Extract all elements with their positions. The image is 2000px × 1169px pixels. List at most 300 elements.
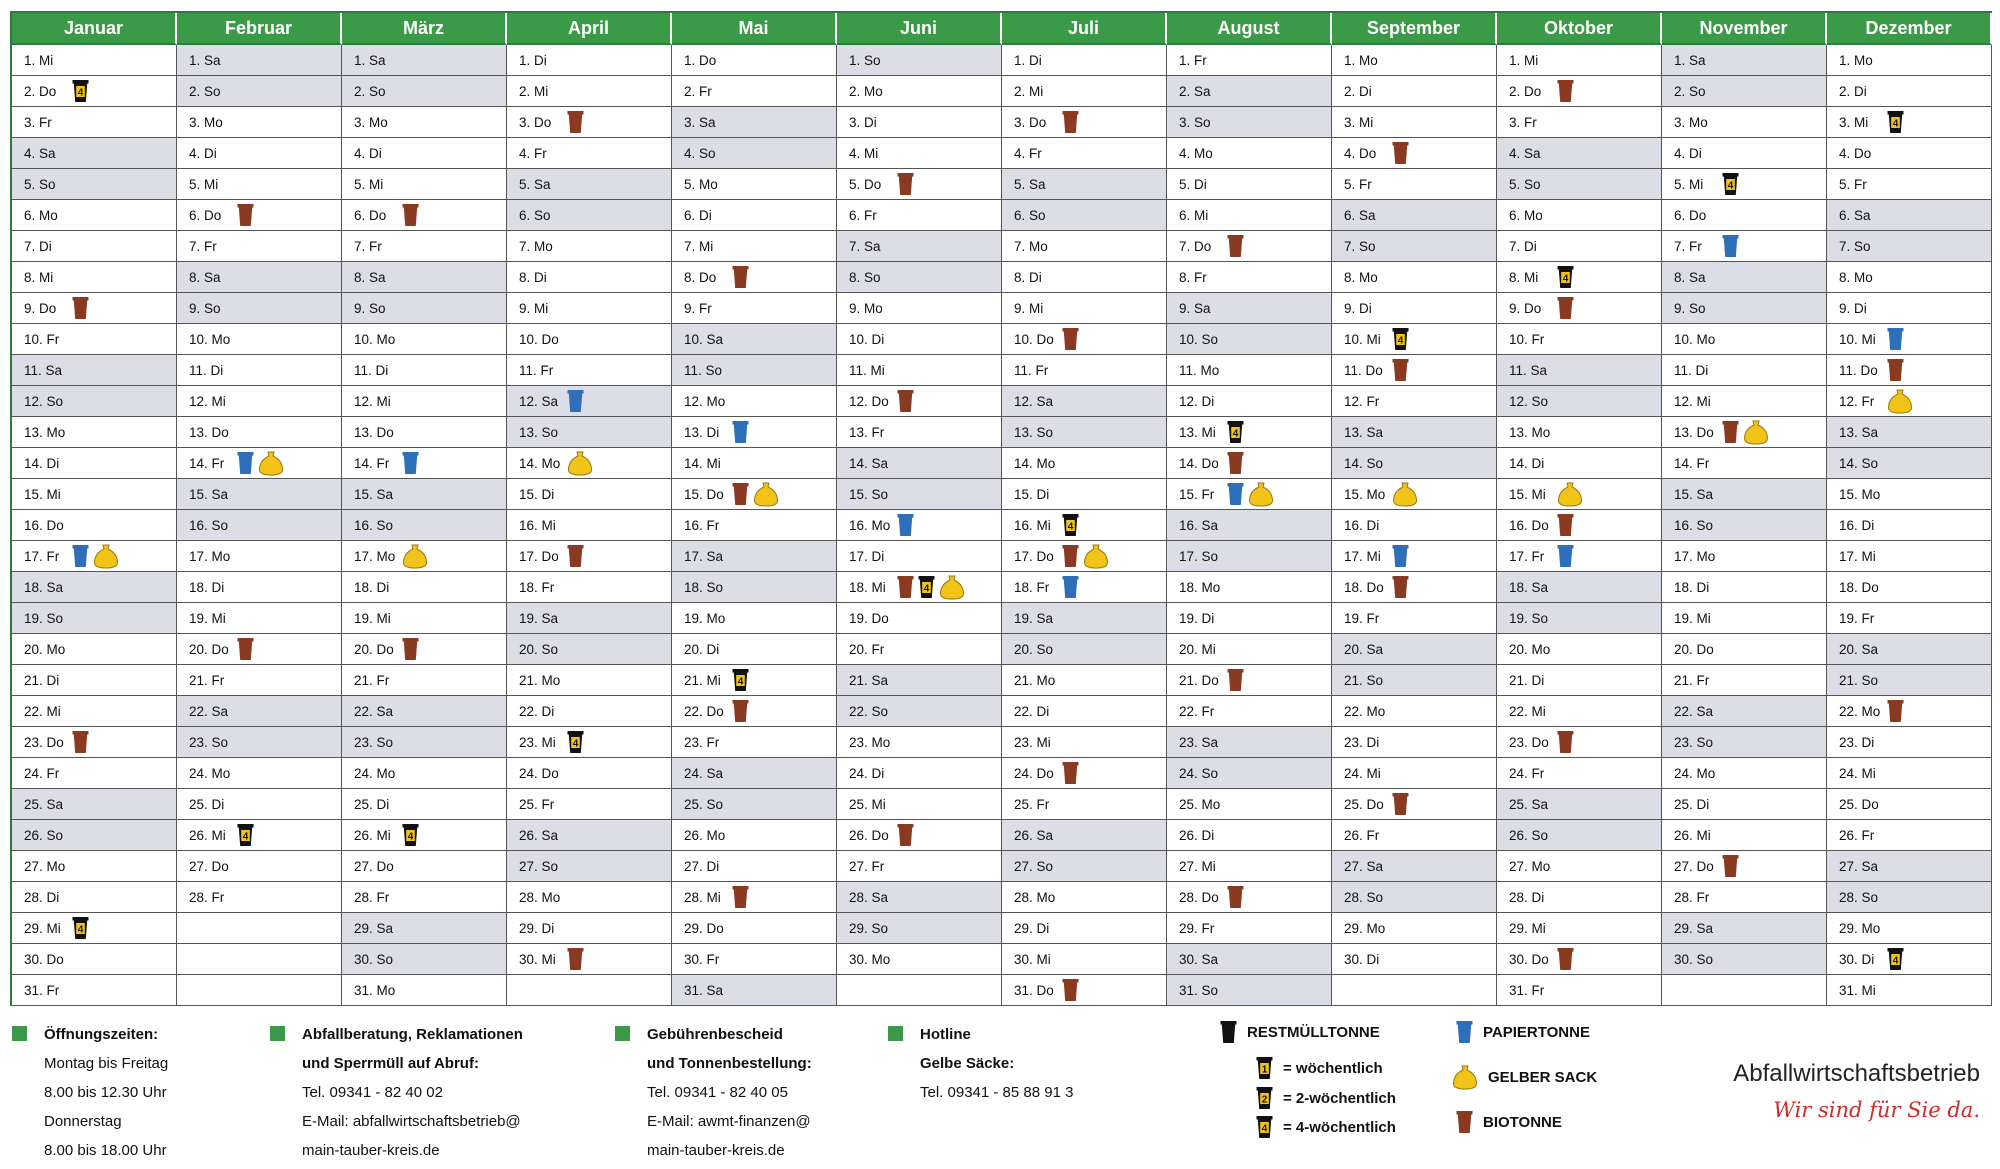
day-label: 5. Mo	[684, 176, 718, 192]
day-label: 11. Mi	[849, 362, 885, 378]
day-cell	[1497, 386, 1662, 417]
day-cell	[837, 293, 1002, 324]
day-label: 24. Mi	[1839, 765, 1876, 781]
day-label: 27. Do	[354, 858, 394, 874]
day-label: 20. Mi	[1179, 641, 1216, 657]
day-label: 12. Mo	[684, 393, 726, 409]
month-header-11: November	[1662, 13, 1827, 45]
abfallberatung-title: Abfallberatung, Reklamationen	[302, 1026, 523, 1043]
day-label: 14. Di	[1509, 455, 1545, 471]
day-cell	[1167, 758, 1332, 789]
day-label: 13. Mo	[24, 424, 66, 440]
bio-bin-icon	[897, 575, 914, 599]
svg-text:4: 4	[77, 924, 84, 936]
day-label: 1. Mi	[24, 52, 54, 68]
day-cell	[12, 510, 177, 541]
day-cell	[837, 789, 1002, 820]
bio-bin-icon	[1557, 947, 1574, 971]
day-label: 26. Mo	[684, 827, 726, 843]
day-label: 28. So	[1344, 889, 1384, 905]
day-cell	[1332, 913, 1497, 944]
day-cell	[1167, 107, 1332, 138]
papier-bin-icon	[1456, 1020, 1473, 1044]
restmuell-bin-4-icon	[1392, 327, 1409, 351]
day-cell	[177, 665, 342, 696]
day-cell	[1497, 975, 1662, 1006]
gelber-sack-icon	[258, 451, 284, 476]
day-cell	[1002, 851, 1167, 882]
day-cell	[1662, 76, 1827, 107]
day-label: 21. Fr	[1674, 672, 1710, 688]
day-cell	[177, 572, 342, 603]
svg-text:4: 4	[77, 87, 84, 99]
day-cell	[837, 634, 1002, 665]
day-label: 8. Mo	[1839, 269, 1873, 285]
day-label: 13. Mi	[1179, 424, 1216, 440]
day-label: 10. Mo	[189, 331, 231, 347]
day-label: 23. Di	[1344, 734, 1380, 750]
papier-bin-icon	[1392, 544, 1409, 568]
day-label: 28. Mo	[1014, 889, 1056, 905]
day-label: 3. Mo	[1674, 114, 1708, 130]
day-label: 22. Mo	[1344, 703, 1386, 719]
day-cell	[177, 510, 342, 541]
bio-bin-icon	[1557, 730, 1574, 754]
day-cell	[672, 386, 837, 417]
day-cell	[507, 634, 672, 665]
day-cell	[177, 76, 342, 107]
day-label: 17. Mo	[1674, 548, 1716, 564]
day-cell	[1497, 820, 1662, 851]
day-cell	[1167, 665, 1332, 696]
day-cell	[342, 138, 507, 169]
day-label: 22. Sa	[1674, 703, 1714, 719]
day-label: 8. Sa	[354, 269, 386, 285]
day-label: 18. Fr	[1014, 579, 1050, 595]
day-cell	[1497, 634, 1662, 665]
day-label: 30. Do	[1509, 951, 1549, 967]
day-cell	[342, 448, 507, 479]
day-label: 14. Fr	[354, 455, 390, 471]
day-cell	[507, 541, 672, 572]
day-cell	[177, 200, 342, 231]
day-cell	[1332, 541, 1497, 572]
day-label: 22. Mi	[1509, 703, 1546, 719]
papier-bin-icon	[1887, 327, 1904, 351]
day-cell	[1827, 45, 1992, 76]
day-label: 14. Mo	[519, 455, 561, 471]
opening-hours-line: 8.00 bis 12.30 Uhr	[44, 1084, 167, 1101]
day-label: 17. Di	[849, 548, 885, 564]
legend-gelb-label: GELBER SACK	[1488, 1069, 1598, 1086]
day-label: 20. Sa	[1344, 641, 1384, 657]
day-label: 22. Sa	[189, 703, 229, 719]
day-label: 6. Fr	[849, 207, 877, 223]
svg-text:4: 4	[923, 583, 930, 595]
day-cell	[1827, 541, 1992, 572]
day-cell	[1332, 76, 1497, 107]
day-label: 1. Mo	[1839, 52, 1873, 68]
green-square-icon	[615, 1026, 630, 1041]
day-label: 14. Sa	[849, 455, 889, 471]
day-cell	[837, 541, 1002, 572]
day-cell	[1167, 696, 1332, 727]
day-label: 20. Do	[189, 641, 229, 657]
day-cell	[1827, 882, 1992, 913]
day-label: 19. Di	[1179, 610, 1215, 626]
day-label: 7. So	[1344, 238, 1376, 254]
day-cell	[672, 138, 837, 169]
legend-restmuell	[1216, 1020, 1380, 1044]
day-label: 11. Fr	[519, 362, 554, 378]
day-label: 19. Do	[849, 610, 889, 626]
day-label: 27. Mo	[1509, 858, 1551, 874]
day-cell	[672, 45, 837, 76]
day-cell	[837, 479, 1002, 510]
day-cell	[1167, 262, 1332, 293]
day-label: 27. Fr	[849, 858, 885, 874]
day-label: 19. Sa	[1014, 610, 1054, 626]
day-label: 5. So	[24, 176, 56, 192]
day-label: 5. Fr	[1344, 176, 1372, 192]
day-label: 4. Sa	[1509, 145, 1541, 161]
day-label: 21. Di	[24, 672, 60, 688]
day-cell	[1332, 386, 1497, 417]
day-cell	[1002, 541, 1167, 572]
restmuell-bin-4-icon	[1557, 265, 1574, 289]
day-cell	[177, 262, 342, 293]
day-label: 3. Do	[1014, 114, 1047, 130]
day-label: 6. Do	[189, 207, 222, 223]
day-label: 9. Fr	[684, 300, 712, 316]
day-label: 16. So	[354, 517, 394, 533]
day-cell	[837, 169, 1002, 200]
day-label: 7. Mo	[519, 238, 553, 254]
bio-bin-icon	[732, 699, 749, 723]
bio-bin-icon	[237, 203, 254, 227]
day-label: 8. Mo	[1344, 269, 1378, 285]
restmuell-bin-icon	[1220, 1020, 1237, 1044]
day-label: 16. Di	[1344, 517, 1380, 533]
day-cell	[1497, 76, 1662, 107]
day-label: 6. Do	[1674, 207, 1707, 223]
day-cell	[1497, 324, 1662, 355]
day-label: 16. Mo	[849, 517, 891, 533]
day-label: 12. So	[1509, 393, 1549, 409]
day-cell	[1827, 696, 1992, 727]
day-label: 18. Mi	[849, 579, 886, 595]
day-cell	[1332, 510, 1497, 541]
day-cell	[507, 386, 672, 417]
day-label: 2. Mo	[849, 83, 883, 99]
day-cell	[12, 727, 177, 758]
day-label: 4. Do	[1839, 145, 1872, 161]
day-cell	[12, 262, 177, 293]
day-cell	[12, 913, 177, 944]
day-label: 25. Sa	[24, 796, 64, 812]
day-cell	[507, 169, 672, 200]
day-label: 11. So	[684, 362, 723, 378]
day-label: 12. Fr	[1344, 393, 1380, 409]
day-label: 24. So	[1179, 765, 1219, 781]
day-label: 10. Mo	[1674, 331, 1716, 347]
day-label: 18. Di	[354, 579, 390, 595]
legend-fourweekly	[1252, 1115, 1396, 1139]
day-label: 23. So	[1674, 734, 1714, 750]
day-label: 30. So	[354, 951, 394, 967]
day-cell	[342, 572, 507, 603]
day-cell	[1332, 200, 1497, 231]
day-label: 8. Fr	[1179, 269, 1207, 285]
day-label: 2. So	[354, 83, 386, 99]
day-label: 20. Sa	[1839, 641, 1879, 657]
day-cell	[672, 758, 837, 789]
day-cell	[12, 572, 177, 603]
day-cell	[1332, 293, 1497, 324]
day-cell	[1167, 603, 1332, 634]
day-label: 8. Mi	[1509, 269, 1539, 285]
gelber-sack-icon	[1887, 389, 1913, 414]
day-label: 29. Mi	[1509, 920, 1546, 936]
bio-bin-icon	[1062, 110, 1079, 134]
day-cell	[1002, 355, 1167, 386]
day-cell	[1002, 913, 1167, 944]
day-cell	[507, 417, 672, 448]
day-label: 17. Mo	[354, 548, 396, 564]
day-label: 16. Mi	[1014, 517, 1051, 533]
day-cell	[12, 789, 177, 820]
day-label: 21. So	[1839, 672, 1879, 688]
day-label: 25. Do	[1839, 796, 1879, 812]
day-cell	[1332, 417, 1497, 448]
day-cell	[177, 324, 342, 355]
day-cell	[1332, 107, 1497, 138]
day-label: 28. Fr	[354, 889, 390, 905]
day-label: 29. Fr	[1179, 920, 1215, 936]
day-label: 14. So	[1344, 455, 1384, 471]
day-cell	[1167, 541, 1332, 572]
month-header-4: April	[507, 13, 672, 45]
day-cell	[342, 882, 507, 913]
opening-hours-line: Donnerstag	[44, 1113, 122, 1130]
day-label: 15. Mi	[24, 486, 61, 502]
day-cell	[1167, 479, 1332, 510]
day-label: 8. Mi	[24, 269, 54, 285]
bio-bin-icon	[732, 885, 749, 909]
day-label: 30. Mo	[849, 951, 891, 967]
svg-text:4: 4	[1892, 955, 1899, 967]
day-label: 25. Fr	[1014, 796, 1050, 812]
day-cell	[12, 665, 177, 696]
day-cell	[342, 789, 507, 820]
day-label: 24. Do	[519, 765, 559, 781]
day-cell	[1662, 727, 1827, 758]
day-cell	[1662, 386, 1827, 417]
day-cell	[1002, 696, 1167, 727]
gelber-sack-icon	[1743, 420, 1769, 445]
day-cell	[342, 262, 507, 293]
day-cell	[1002, 169, 1167, 200]
day-label: 25. Di	[1674, 796, 1710, 812]
day-cell	[1827, 417, 1992, 448]
day-cell	[1332, 851, 1497, 882]
day-label: 5. Sa	[519, 176, 551, 192]
abfallberatung-phone: Tel. 09341 - 82 40 02	[302, 1084, 443, 1101]
gelber-sack-icon	[567, 451, 593, 476]
day-cell	[672, 510, 837, 541]
day-label: 27. Di	[684, 858, 720, 874]
day-label: 31. Fr	[24, 982, 60, 998]
restmuell-bin-4-icon	[1887, 947, 1904, 971]
day-label: 9. So	[189, 300, 221, 316]
day-cell	[672, 634, 837, 665]
day-label: 30. Di	[1344, 951, 1380, 967]
day-label: 7. Di	[24, 238, 52, 254]
day-cell	[1497, 200, 1662, 231]
day-cell	[1662, 696, 1827, 727]
bio-bin-icon	[1557, 513, 1574, 537]
day-label: 23. Fr	[684, 734, 720, 750]
day-label: 17. Fr	[24, 548, 60, 564]
papier-bin-icon	[897, 513, 914, 537]
day-label: 24. Mo	[354, 765, 396, 781]
day-cell	[342, 975, 507, 1006]
day-cell	[342, 76, 507, 107]
day-cell	[672, 665, 837, 696]
day-cell	[1662, 138, 1827, 169]
day-label: 18. Do	[1344, 579, 1384, 595]
day-cell	[1002, 510, 1167, 541]
day-label: 24. Fr	[24, 765, 60, 781]
day-cell	[1497, 541, 1662, 572]
day-cell	[1002, 789, 1167, 820]
day-label: 17. Mi	[1344, 548, 1381, 564]
day-label: 26. Sa	[519, 827, 559, 843]
legend-papier-label: PAPIERTONNE	[1483, 1023, 1590, 1041]
day-cell	[1827, 138, 1992, 169]
day-label: 19. Sa	[519, 610, 559, 626]
brand-block	[1733, 1060, 1980, 1122]
day-label: 12. Do	[849, 393, 889, 409]
svg-text:4: 4	[1067, 521, 1074, 533]
day-label: 21. Mi	[684, 672, 721, 688]
bio-bin-icon	[1062, 978, 1079, 1002]
day-cell	[1167, 913, 1332, 944]
restmuell-bin-4-icon	[1227, 420, 1244, 444]
day-label: 30. So	[1674, 951, 1714, 967]
day-label: 29. Di	[1014, 920, 1050, 936]
day-label: 3. Di	[849, 114, 877, 130]
day-cell	[837, 417, 1002, 448]
day-cell	[507, 851, 672, 882]
day-cell	[1827, 386, 1992, 417]
day-label: 9. Mi	[1014, 300, 1044, 316]
day-label: 4. Di	[1674, 145, 1702, 161]
day-label: 17. Do	[1014, 548, 1054, 564]
day-cell	[1167, 169, 1332, 200]
day-cell	[1827, 479, 1992, 510]
day-label: 27. So	[1014, 858, 1054, 874]
day-label: 15. Fr	[1179, 486, 1215, 502]
day-label: 12. Mi	[189, 393, 226, 409]
day-cell	[1827, 820, 1992, 851]
restmuell-bin-4-icon	[72, 79, 89, 103]
day-label: 15. Mo	[1839, 486, 1881, 502]
day-label: 3. Mi	[1839, 114, 1869, 130]
svg-text:4: 4	[737, 676, 744, 688]
day-cell	[1497, 851, 1662, 882]
bio-bin-icon	[1887, 358, 1904, 382]
day-cell	[507, 572, 672, 603]
day-cell	[1002, 45, 1167, 76]
day-label: 9. Do	[24, 300, 57, 316]
gelber-sack-icon	[939, 575, 965, 600]
day-cell	[837, 45, 1002, 76]
gebuehren-title: Gebührenbescheid	[647, 1026, 783, 1043]
day-label: 13. Fr	[849, 424, 885, 440]
empty-cell	[1662, 975, 1827, 1006]
day-label: 8. Di	[1014, 269, 1042, 285]
day-label: 28. Di	[24, 889, 60, 905]
day-cell	[837, 324, 1002, 355]
day-label: 12. Sa	[1014, 393, 1054, 409]
day-label: 20. Do	[1674, 641, 1714, 657]
day-cell	[837, 448, 1002, 479]
day-cell	[837, 200, 1002, 231]
day-cell	[1497, 665, 1662, 696]
day-label: 28. Fr	[189, 889, 225, 905]
day-label: 6. Do	[354, 207, 387, 223]
day-cell	[1662, 293, 1827, 324]
legend-biweekly	[1252, 1086, 1396, 1110]
day-cell	[1332, 262, 1497, 293]
day-cell	[672, 262, 837, 293]
day-label: 8. Sa	[189, 269, 221, 285]
day-label: 4. Do	[1344, 145, 1377, 161]
day-cell	[1662, 448, 1827, 479]
day-cell	[1497, 293, 1662, 324]
bio-bin-icon	[897, 172, 914, 196]
day-label: 1. Mi	[1509, 52, 1539, 68]
day-label: 13. Do	[354, 424, 394, 440]
svg-text:4: 4	[1727, 180, 1734, 192]
day-cell	[507, 696, 672, 727]
day-label: 14. Fr	[189, 455, 225, 471]
day-cell	[1332, 45, 1497, 76]
day-cell	[177, 448, 342, 479]
day-cell	[672, 541, 837, 572]
bio-bin-icon	[732, 482, 749, 506]
day-cell	[507, 293, 672, 324]
legend-weekly-label: = wöchentlich	[1283, 1059, 1383, 1077]
day-cell	[672, 727, 837, 758]
day-label: 6. Mo	[1509, 207, 1543, 223]
day-label: 6. Mo	[24, 207, 58, 223]
day-cell	[1827, 944, 1992, 975]
bio-bin-icon	[1392, 141, 1409, 165]
day-label: 3. So	[1179, 114, 1211, 130]
empty-cell	[177, 975, 342, 1006]
papier-bin-icon	[1062, 575, 1079, 599]
day-cell	[507, 76, 672, 107]
gelber-sack-icon	[1083, 544, 1109, 569]
day-cell	[837, 696, 1002, 727]
gelber-sack-icon	[1392, 482, 1418, 507]
day-cell	[1002, 758, 1167, 789]
bio-bin-icon	[1392, 575, 1409, 599]
day-label: 28. Sa	[849, 889, 889, 905]
day-cell	[1332, 882, 1497, 913]
